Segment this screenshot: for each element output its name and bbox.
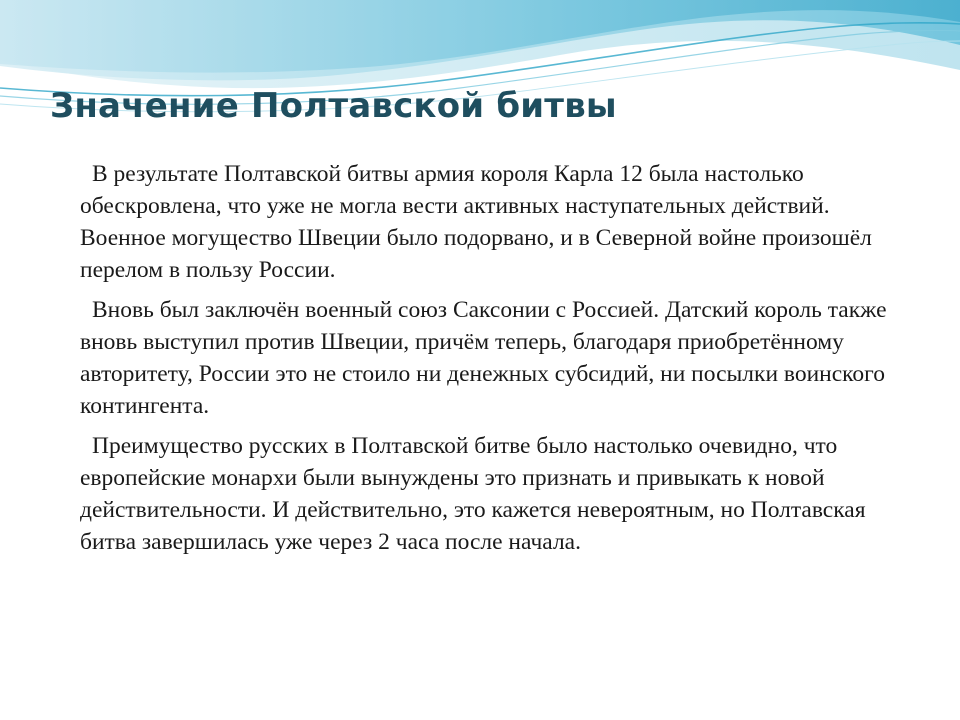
slide-title: Значение Полтавской битвы [50, 86, 617, 126]
paragraph-1: В результате Полтавской битвы армия короля Карла 12 была настолько обескровлена, что уже не могла вести активных наступательных действий. Военное могущество Швеции было подорвано, и в Северной войне произошёл перелом в пользу России. [80, 161, 872, 283]
paragraph-3: Преимущество русских в Полтавской битве было настолько очевидно, что европейские монархи были вынуждены это признать и привыкать к новой действительности. И действительно, это кажется невероятным, но Полтавская битва завершилась уже через 2 часа после начала. [80, 433, 866, 555]
slide-body [80, 158, 900, 566]
paragraph-2: Вновь был заключён военный союз Саксонии с Россией. Датский король также вновь выступил против Швеции, причём теперь, благодаря приобретённому авторитету, России это не стоило ни денежных субсидий, ни посылки воинского контингента. [80, 297, 887, 419]
